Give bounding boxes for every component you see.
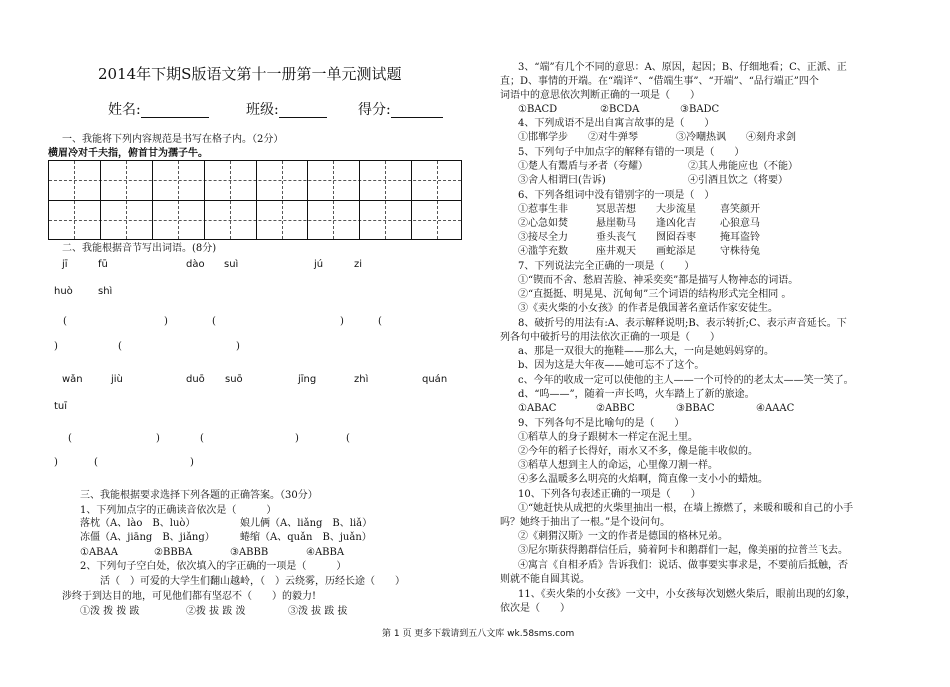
- q6-word: 悬崖勒马: [596, 218, 636, 229]
- q7-option[interactable]: ①“锲而不舍、愁眉苦脸、神采奕奕”都是描写人物神态的词语。: [518, 275, 799, 286]
- answer-paren-close[interactable]: ): [54, 341, 58, 352]
- pinyin: duō: [186, 374, 205, 385]
- q10-option[interactable]: ①“她赶快从成把的火柴里抽出一根，在墙上擦燃了，来暖和暖和自己的小手: [518, 503, 854, 514]
- question-2: 2、下列句子空白处，依次填入的字正确的一项是（ ）: [80, 561, 347, 572]
- section1-text: 横眉冷对千夫指，俯首甘为孺子牛。: [48, 148, 208, 159]
- q8-sentence: a、那是一双很大的拖鞋——那么大，一向是她妈妈穿的。: [518, 346, 774, 357]
- q5-option[interactable]: ④引酒且饮之（将要）: [688, 175, 788, 186]
- q6-option[interactable]: ④滥竽充数: [518, 246, 568, 257]
- pinyin: dào: [186, 259, 205, 270]
- answer-paren-open[interactable]: (: [378, 316, 382, 327]
- pinyin: jī: [62, 259, 68, 270]
- answer-paren-open[interactable]: (: [200, 433, 204, 444]
- q6-word: 守株待兔: [720, 246, 760, 257]
- q2-text: 活（ ）可爱的大学生们翻山越岭，（ ）云绕雾，历经长途（ ）: [100, 576, 405, 587]
- q8-option-2[interactable]: ②ABBC: [596, 403, 635, 414]
- q10-option[interactable]: ③尼尔斯获得鹅群信任后，骑着阿卡和鹅群们一起，像美丽的拉普兰飞去。: [518, 545, 848, 556]
- score-label: 得分:: [358, 102, 391, 118]
- answer-paren-open[interactable]: (: [118, 341, 122, 352]
- question-10: 10、下列各句表述正确的一项是（ ）: [518, 489, 701, 500]
- q6-word: 座井观天: [596, 246, 636, 257]
- q1-item: 落枕（A、lào B、luò）: [80, 518, 196, 529]
- q1-option-2[interactable]: ②BBBA: [154, 547, 193, 558]
- q1-item: 冻僵（A、jiāng B、jiǎng）: [80, 532, 215, 543]
- q8-sentence: b、因为这是大年夜——她可忘不了这个。: [518, 360, 705, 371]
- answer-paren-open[interactable]: (: [68, 433, 72, 444]
- name-field[interactable]: [108, 102, 209, 118]
- q8-sentence: d、“呜——”，随着一声长鸣，火车踏上了新的旅途。: [518, 389, 755, 400]
- q9-option[interactable]: ①稻草人的身子跟树木一样定在泥土里。: [518, 432, 698, 443]
- q8-option-4[interactable]: ④AAAC: [756, 403, 795, 414]
- class-blank[interactable]: [279, 104, 327, 118]
- pinyin: zi: [354, 259, 363, 270]
- answer-paren-close[interactable]: ): [54, 457, 58, 468]
- pinyin: suì: [224, 259, 239, 270]
- pinyin: jú: [314, 259, 324, 270]
- class-label: 班级:: [246, 102, 279, 118]
- q5-option[interactable]: ①楚人有鬻盾与矛者（夸耀）: [518, 161, 648, 172]
- answer-paren-close[interactable]: ): [295, 433, 299, 444]
- q9-option[interactable]: ③稻草人想到主人的命运，心里像刀割一样。: [518, 460, 718, 471]
- q6-word: 垂头丧气: [596, 232, 636, 243]
- question-7: 7、下列说法完全正确的一项是（ ）: [518, 261, 695, 272]
- q2-option-3[interactable]: ③泼 拔 跋 拔: [288, 606, 348, 617]
- page-footer: 第 1 页 更多下载请到五八文库 wk.58sms.com: [382, 629, 575, 639]
- score-field[interactable]: [358, 102, 443, 118]
- q2-text: 涉终于到达目的地，可见他们都有坚忍不（ ）的毅力!: [62, 591, 317, 602]
- q6-word: 心狼意马: [720, 218, 760, 229]
- q1-option-4[interactable]: ④ABBA: [306, 547, 345, 558]
- question-4: 4、下列成语不是出自寓言故事的是（ ）: [518, 118, 715, 129]
- q6-word: 喜笑颜开: [720, 204, 760, 215]
- page-title: 2014年下期S版语文第十一册第一单元测试题: [98, 65, 402, 83]
- q9-option[interactable]: ②今年的稻子长得好，雨水又不多，像是能丰收似的。: [518, 446, 758, 457]
- q6-word: 囫囵吞枣: [656, 232, 696, 243]
- question-3-cont: 直；D、事情的开端。在“端详”、“借端生事”、“开端”、“品行端正”四个: [500, 76, 819, 87]
- q6-word: 逢凶化吉: [656, 218, 696, 229]
- q5-option[interactable]: ②其人弗能应也（不能）: [688, 161, 798, 172]
- pinyin: suō: [225, 374, 243, 385]
- q6-option[interactable]: ③接尽全力: [518, 232, 568, 243]
- question-1: 1、下列加点字的正确读音依次是（ ）: [80, 505, 277, 516]
- section1-heading: 一、我能将下列内容规范是书写在格子内。（2分）: [62, 134, 284, 145]
- q6-word: 画蛇添足: [656, 246, 696, 257]
- section3-heading: 三、我能根据要求选择下列各题的正确答案。（30分）: [80, 490, 318, 501]
- pinyin: shì: [98, 286, 113, 297]
- question-8: 8、破折号的用法有:A、表示解释说明;B、表示转折;C、表示声音延长。下: [518, 318, 847, 329]
- q6-word: 冥思苦想: [596, 204, 636, 215]
- question-6: 6、下列各组词中没有错别字的一项是（ ）: [518, 190, 715, 201]
- class-field[interactable]: [246, 102, 327, 118]
- section2-heading: 二、我能根据音节写出词语。(8分): [62, 243, 217, 254]
- q8-option-3[interactable]: ③BBAC: [676, 403, 715, 414]
- q4-option-3[interactable]: ③冷嘲热讽: [676, 132, 726, 143]
- q1-item: 蜷缩（A、quǎn B、juǎn）: [240, 532, 372, 543]
- pinyin: jīng: [298, 374, 317, 385]
- q5-option[interactable]: ③舍人相谓曰(告诉): [518, 175, 606, 186]
- q7-option[interactable]: ③《卖火柴的小女孩》的作者是俄国著名童话作家安徒生。: [518, 303, 778, 314]
- q6-word: 掩耳盗铃: [720, 232, 760, 243]
- q4-option-4[interactable]: ④刻舟求剑: [746, 132, 796, 143]
- q9-option[interactable]: ④多么温暖多么明亮的火焰啊，简直像一支小小的蜡烛。: [518, 474, 768, 485]
- q1-item: 娘儿俩（A、liǎng B、liǎ）: [240, 518, 373, 529]
- writing-grid[interactable]: [48, 160, 462, 240]
- question-11-cont: 依次是（ ）: [500, 603, 570, 614]
- q6-word: 大步流星: [656, 204, 696, 215]
- pinyin: tuī: [54, 401, 68, 412]
- q3-option-3[interactable]: ③BADC: [680, 104, 720, 115]
- q10-option[interactable]: ④寓言《自相矛盾》告诉我们：说话、做事要实事求是，不要前后抵触，否: [518, 560, 848, 571]
- q10-option-cont: 吗？她终于抽出了一根。”是个设问句。: [500, 517, 671, 528]
- answer-paren-close[interactable]: ): [236, 341, 240, 352]
- q6-option[interactable]: ②心急如焚: [518, 218, 568, 229]
- answer-paren-close[interactable]: ): [164, 316, 168, 327]
- q2-option-1[interactable]: ①泼 拨 拨 跋: [80, 606, 140, 617]
- pinyin: wǎn: [62, 374, 83, 385]
- q8-option-1[interactable]: ①ABAC: [518, 403, 557, 414]
- q4-option-2[interactable]: ②对牛弹琴: [588, 132, 638, 143]
- question-3-cont: 词语中的意思依次判断正确的一项是（ ）: [500, 90, 700, 101]
- pinyin: huò: [54, 286, 73, 297]
- q1-option-1[interactable]: ①ABAA: [80, 547, 118, 558]
- pinyin: quán: [422, 374, 448, 385]
- answer-paren-open[interactable]: (: [212, 316, 216, 327]
- answer-paren-open[interactable]: (: [94, 457, 98, 468]
- q8-sentence: c、今年的收成一定可以使他的主人——一个可怜的的老太太——笑一笑了。: [518, 375, 854, 386]
- q10-option-cont: 则就不能自圆其说。: [500, 574, 590, 585]
- score-blank[interactable]: [391, 104, 443, 118]
- question-3: 3、“端”有几个不同的意思：A、原因，起因；B、仔细地看；C、正派、正: [518, 62, 847, 73]
- q6-option[interactable]: ①惹事生非: [518, 204, 568, 215]
- question-8-cont: 列各句中破折号的用法依次正确的一项是（ ）: [500, 332, 720, 343]
- answer-paren-close[interactable]: ): [190, 457, 194, 468]
- name-blank[interactable]: [141, 104, 209, 118]
- answer-paren-open[interactable]: (: [63, 316, 67, 327]
- answer-paren-close[interactable]: ): [340, 316, 344, 327]
- answer-paren-open[interactable]: (: [346, 433, 350, 444]
- q3-option-2[interactable]: ②BCDA: [600, 104, 640, 115]
- q4-option-1[interactable]: ①邯郸学步: [518, 132, 568, 143]
- question-5: 5、下列句子中加点字的解释有错的一项是（ ）: [518, 147, 745, 158]
- name-label: 姓名:: [108, 102, 141, 118]
- question-11: 11、《卖火柴的小女孩》一文中，小女孩每次划燃火柴后，眼前出现的幻象，: [518, 589, 856, 600]
- answer-paren-close[interactable]: ): [156, 433, 160, 444]
- q3-option-1[interactable]: ①BACD: [518, 104, 558, 115]
- pinyin: jiù: [111, 374, 123, 385]
- pinyin: zhì: [354, 374, 369, 385]
- pinyin: fū: [98, 259, 108, 270]
- q2-option-2[interactable]: ②拨 拔 跋 泼: [186, 606, 246, 617]
- q10-option[interactable]: ②《刺猬汉斯》一文的作者是德国的格林兄弟。: [518, 531, 728, 542]
- q7-option[interactable]: ②“直挺挺、明晃晃、沉甸甸”三个词语的结构形式完全相同 。: [518, 289, 792, 300]
- q1-option-3[interactable]: ③ABBB: [230, 547, 269, 558]
- question-9: 9、下列各句不是比喻句的是（ ）: [518, 418, 685, 429]
